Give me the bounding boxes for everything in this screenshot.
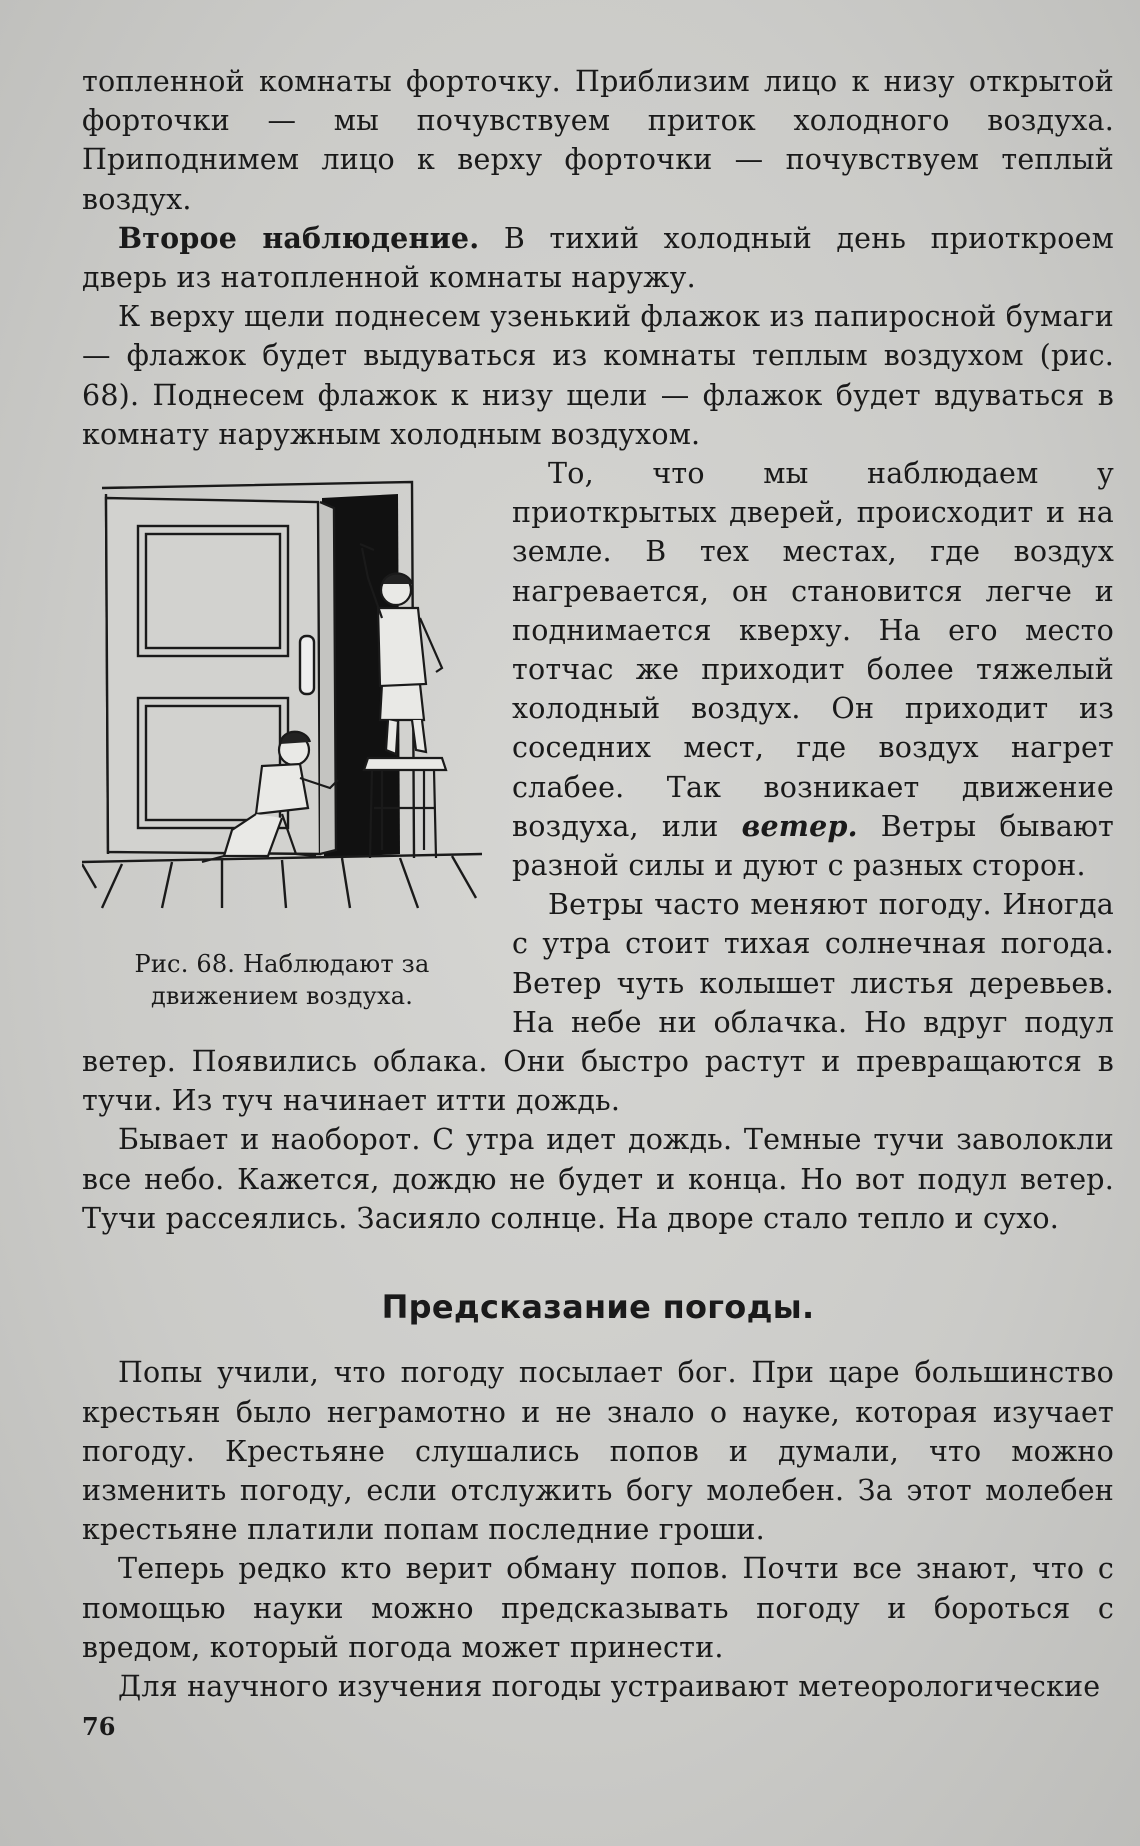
section-title: Предсказание погоды. [381,1288,815,1327]
bold-lead: Второе наблюдение. [118,220,480,255]
body-text [82,62,1114,1706]
paragraph-weather-change: Ветры часто меняют погоду. Иногда с утра стоит тихая солнечная погода. Ветер чуть колышет листья деревьев. На небе ни облачка. Но вдруг подул ветер. Появились облака. Они быстро растут и превращаются в тучи. Из туч начинает итти дождь. [82,888,1114,1118]
figure-68 [82,458,482,1012]
paragraph-text: Ветры бывают разной силы и дуют с разных сторон. [512,809,1114,883]
paragraph-continuation: топленной комнаты форточку. Приблизим лицо к низу открытой форточки — мы почувствуем приток холодного воздуха. Приподнимем лицо к верху форточки — почувствуем теплый воздух. [82,65,1114,216]
paragraph-second-observation [82,219,1114,297]
paragraph-vice-versa: Бывает и наоборот. С утра идет дождь. Темные тучи заволокли все небо. Кажется, дождю не будет и конца. Но вот подул ветер. Тучи рассеялись. Засияло солнце. На дворе стало тепло и сухо. [82,1123,1114,1235]
door-illustration [82,458,482,928]
paragraph-priests: Попы учили, что погоду посылает бог. При царе большинство крестьян было неграмотно и не знало о науке, которая изучает погоду. Крестьяне слушались попов и думали, что можно изменить погоду, если отслужить богу молебен. За этот молебен крестьяне платили попам последние гроши. [82,1356,1114,1547]
paragraph-flag: К верху щели поднесем узенький флажок из папиросной бумаги — флажок будет выдуваться из комнаты теплым воздухом (рис. 68). Поднесем флажок к низу щели — флажок будет вдуваться в комнату наружным холодным воздухом. [82,300,1114,451]
term-wind: ветер. [741,808,858,843]
page-number: 76 [82,1712,116,1741]
paragraph-text: То, что мы наблюдаем у приоткрытых дверей, происходит и на земле. В тех местах, где воздух нагревается, он становится легче и поднимается кверху. На его место тотчас же приходит более тяжелый холодный воздух. Он приходит из соседних мест, где воздух нагрет слабее. Так возникает движение воздуха, или [512,457,1114,843]
paragraph-science: Теперь редко кто верит обману попов. Почти все знают, что с помощью науки можно предсказывать погоду и бороться с вредом, который погода может принести. [82,1552,1114,1664]
figure-caption: Рис. 68. Наблюдают за движением воздуха. [134,950,430,1011]
paragraph-stations: Для научного изучения погоды устраивают метеорологические [118,1669,1101,1703]
paragraph-text: В тихий холодный день приоткроем дверь из натопленной комнаты наружу. [82,221,1115,295]
